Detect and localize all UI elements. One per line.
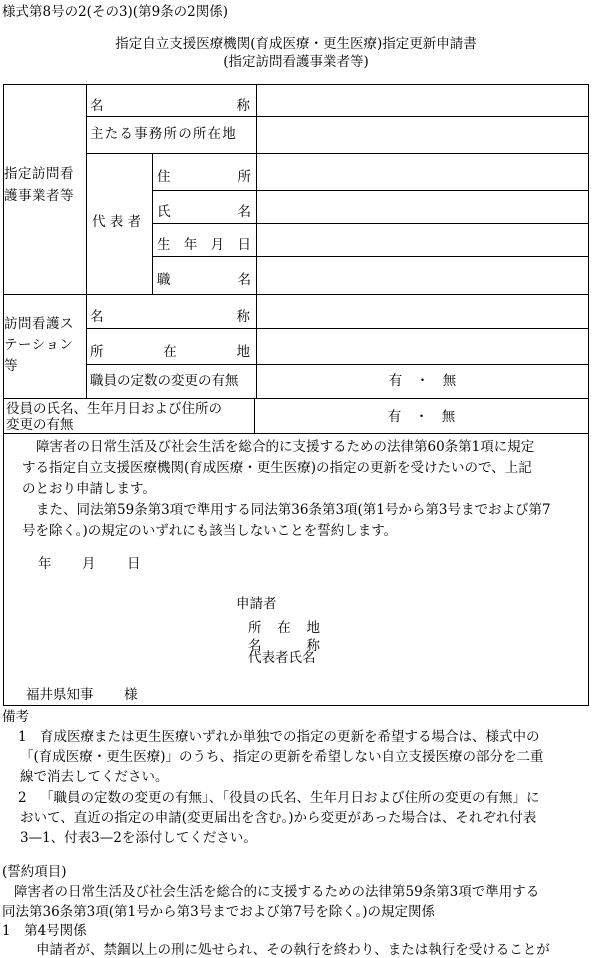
oath-heading: (誓約項目) <box>2 864 67 880</box>
station-name-label: 名 称 <box>90 309 250 325</box>
declaration-p1-line2: する指定自立支援医療機関(育成医療・更生医療)の指定の更新を受けたいので、上記 <box>22 460 532 476</box>
name-label: 名 称 <box>90 98 250 114</box>
note1-line1: 育成医療または更生医療いずれか単独での指定の更新を希望する場合は、様式中の <box>40 729 540 745</box>
note2-line3: 3—1、付表3—2を添付してください。 <box>20 830 257 846</box>
group2-label-line2: テーション <box>4 337 74 353</box>
applicant-location-label: 所 在 地 <box>248 620 320 636</box>
page-title: 指定自立支援医療機関(育成医療・更生医療)指定更新申請書 <box>115 36 477 52</box>
declaration-p1-line1: 障害者の日常生活及び社会生活を総合的に支援するための法律第60条第1項に規定 <box>36 439 535 455</box>
staff-change-value: 有 ・ 無 <box>388 373 457 389</box>
group2-label-line1: 訪問看護ス <box>4 316 74 332</box>
addressee-suffix: 様 <box>124 687 138 703</box>
officers-change-label-line2: 変更の有無 <box>6 417 74 433</box>
applicant-representative-label: 代表者氏名 <box>248 650 316 666</box>
form-table <box>0 0 592 440</box>
staff-change-label: 職員の定数の変更の有無 <box>90 373 239 389</box>
addressee: 福井県知事 <box>26 687 94 703</box>
page-subtitle: (指定訪問看護事業者等) <box>223 54 369 70</box>
officers-change-label-line1: 役員の氏名、生年月日および住所の <box>6 401 222 417</box>
oath-item1: 1 第4号関係 <box>2 923 87 939</box>
address-label: 住 所 <box>157 169 251 185</box>
group1-label-line2: 護事業者等 <box>4 188 74 204</box>
date-month: 月 <box>82 556 96 572</box>
oath-line1: 障害者の日常生活及び社会生活を総合的に支援するための法律第59条第3項で準用する <box>14 884 540 900</box>
station-location-label: 所 在 地 <box>90 344 250 360</box>
note2-line1: 「職員の定数の変更の有無」、「役員の氏名、生年月日および住所の変更の有無」に <box>40 790 540 806</box>
representative-label: 代 表 者 <box>92 214 142 230</box>
birthdate-label: 生 年 月 日 <box>157 237 251 253</box>
notes-heading: 備考 <box>2 709 29 725</box>
group1-label-line1: 指定訪問看 <box>4 166 74 182</box>
oath-line2: 同法第36条第3項(第1号から第3号までおよび第7号を除く。)の規定関係 <box>2 904 436 920</box>
note1-line3: 線で消去してください。 <box>20 769 169 785</box>
applicant-label: 申請者 <box>236 596 277 612</box>
applicant-name-label: 名 称 <box>248 638 320 654</box>
date-day: 日 <box>127 556 141 572</box>
note2-number: 2 <box>18 790 27 806</box>
group2-label-line3: 等 <box>4 358 18 374</box>
oath-item1-line1: 申請者が、禁錮以上の刑に処せられ、その執行を終わり、または執行を受けることが <box>36 942 550 958</box>
officers-change-value: 有 ・ 無 <box>387 409 456 425</box>
note1-number: 1 <box>18 729 27 745</box>
position-label: 職 名 <box>157 272 251 288</box>
declaration-p2-line2: 号を除く。)の規定のいずれにも該当しないことを誓約します。 <box>22 523 398 539</box>
declaration-p2-line1: また、同法第59条第3項で準用する同法第36条第3項(第1号から第3号までおよび第7 <box>36 502 551 518</box>
note2-line2: おいて、直近の指定の申請(変更届出を含む。)から変更があった場合は、それぞれ付表 <box>20 810 537 826</box>
main-office-label: 主たる事務所の所在地 <box>90 126 237 142</box>
form-number: 様式第8号の2(その3)(第9条の2関係) <box>2 4 229 20</box>
declaration-p1-line3: のとおり申請します。 <box>22 481 156 497</box>
note1-line2: 「(育成医療・更生医療)」のうち、指定の更新を希望しない自立支援医療の部分を二重 <box>20 749 544 765</box>
person-name-label: 氏 名 <box>157 204 251 220</box>
date-year: 年 <box>38 556 52 572</box>
